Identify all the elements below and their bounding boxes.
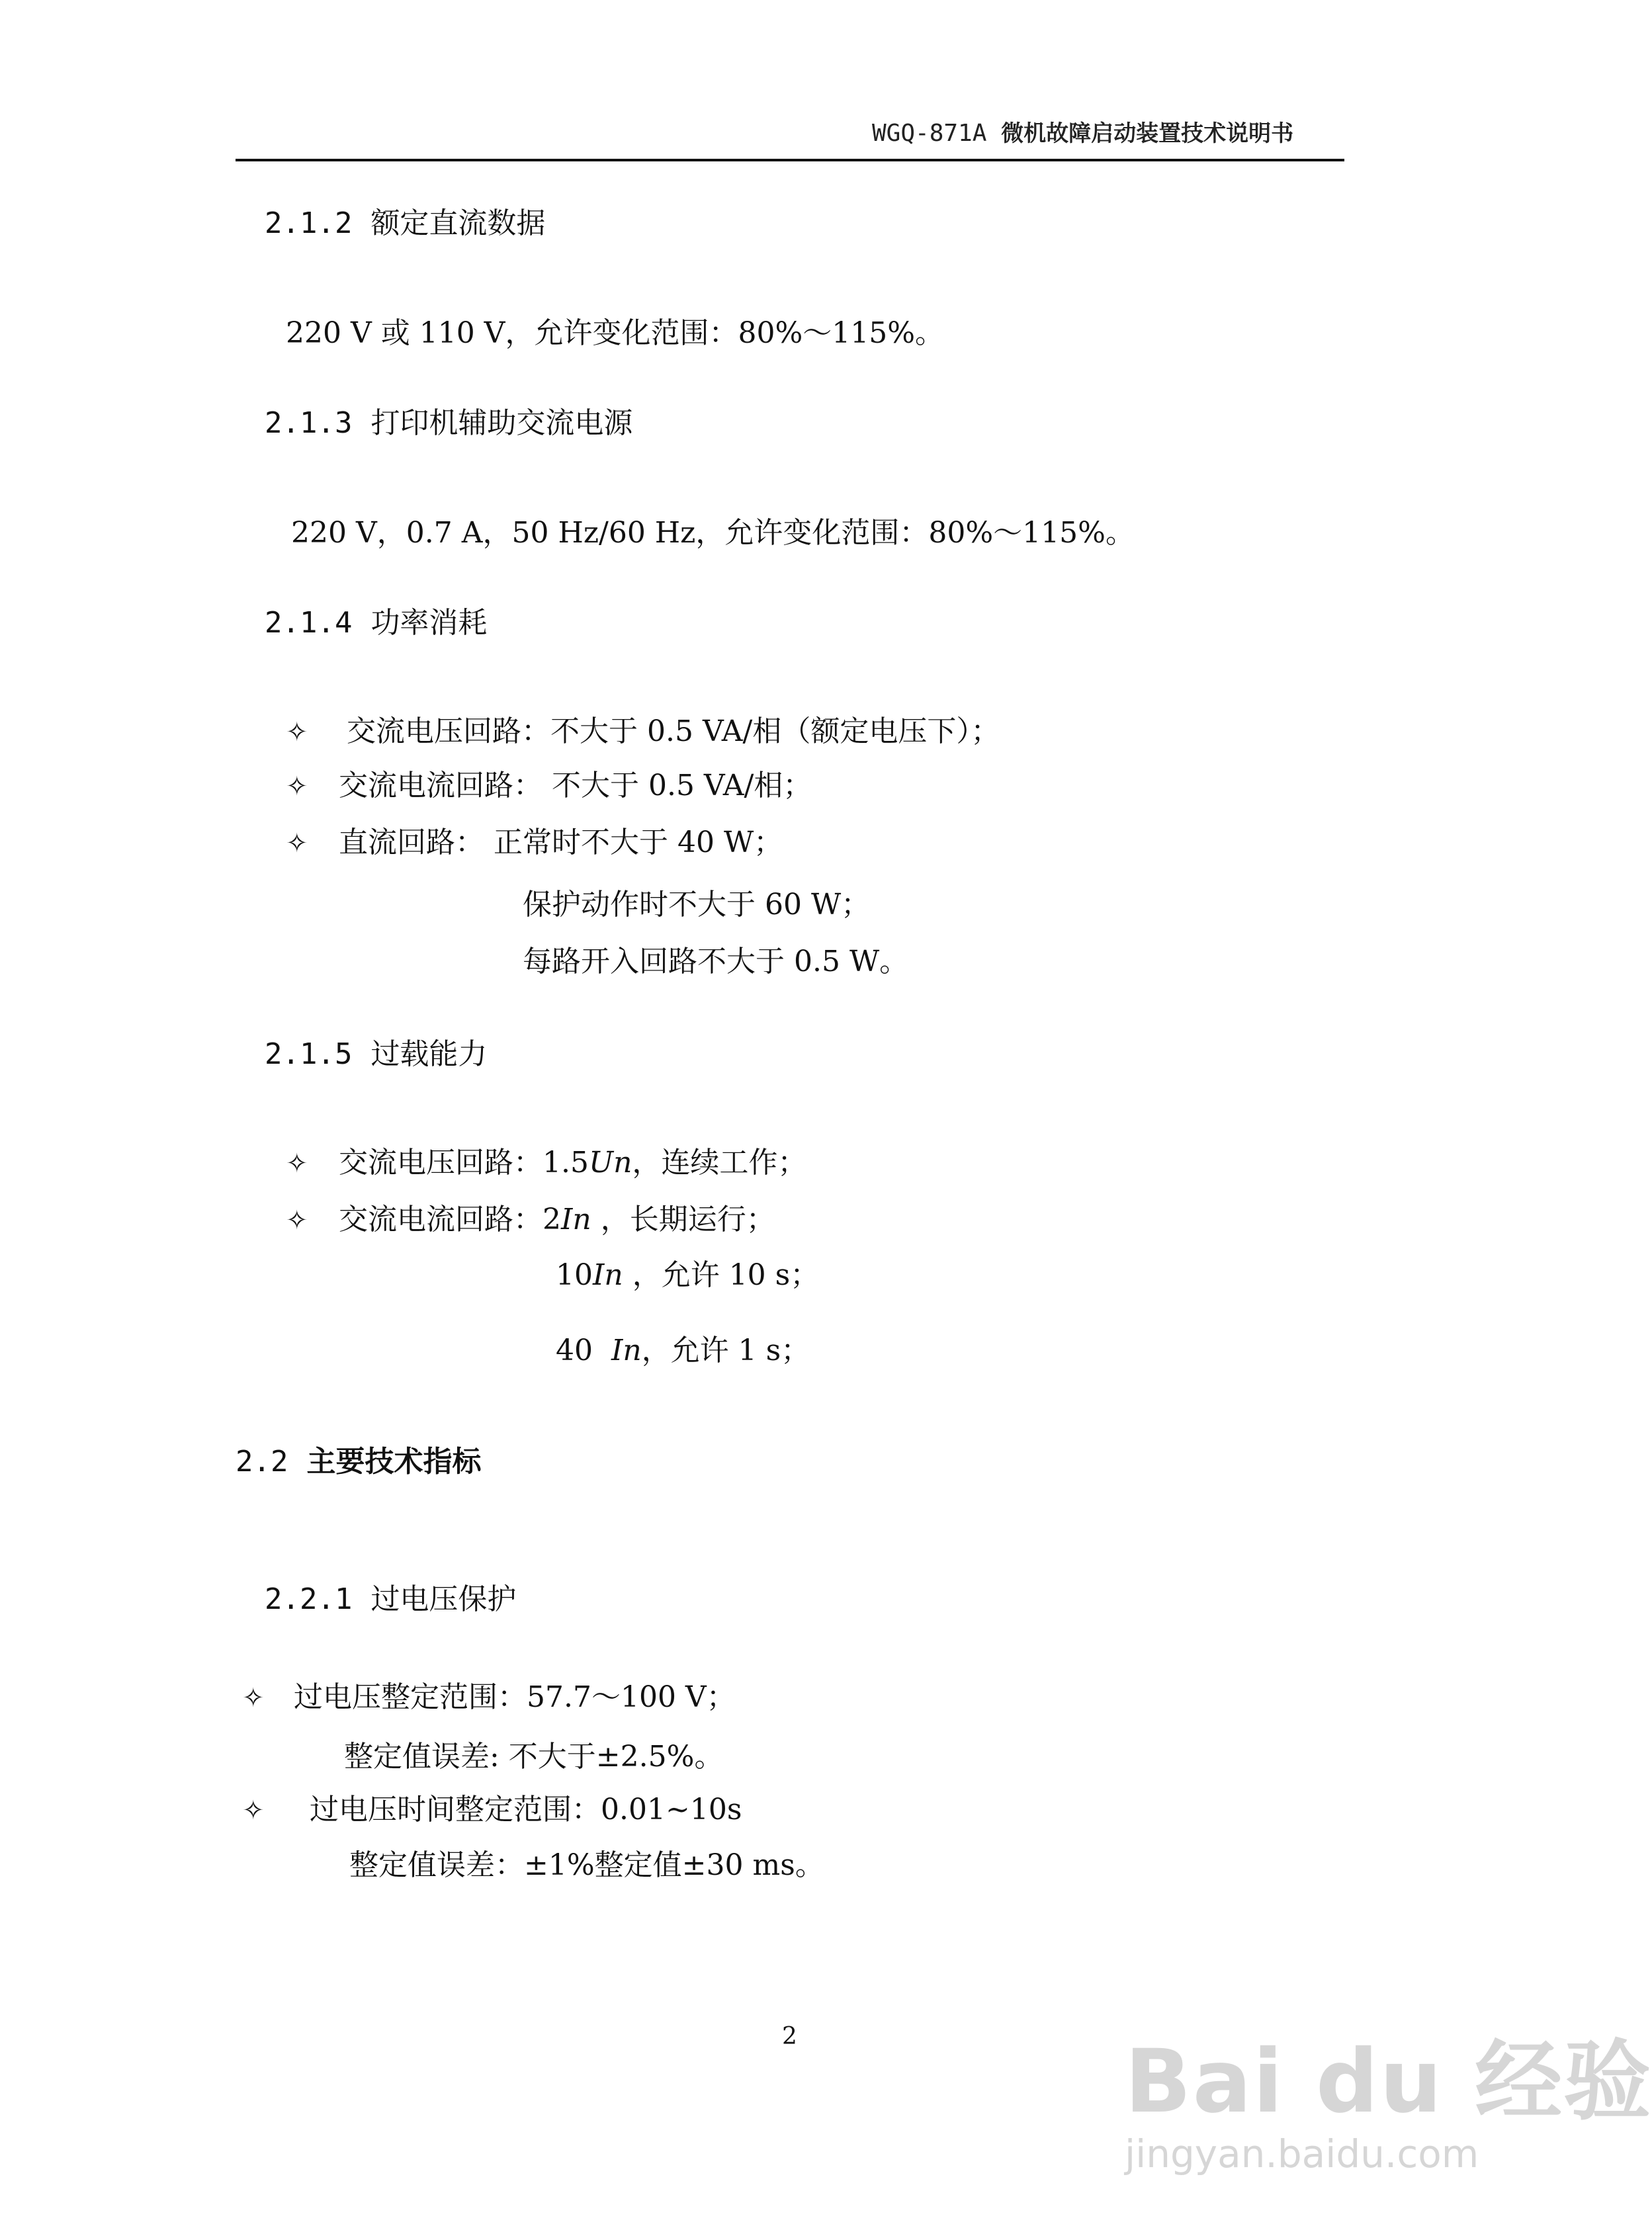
- bullet-icon: ✧: [242, 1795, 265, 1826]
- power-item-dc-cont: 保护动作时不大于 60 W；: [523, 888, 871, 921]
- header-model: WGQ-871A: [872, 120, 987, 147]
- text: 10: [556, 1258, 593, 1292]
- overload-ac-current: [339, 1205, 775, 1234]
- section-2-1-3-body: 220 V，0.7 A，50 Hz/60 Hz，允许变化范围：80%～115%。: [291, 516, 1135, 550]
- section-title: 功率消耗: [370, 606, 488, 640]
- symbol-in: In: [593, 1258, 623, 1292]
- bullet-icon: ✧: [286, 1205, 308, 1236]
- section-title: 额定直流数据: [370, 206, 546, 240]
- section-title: 主要技术指标: [306, 1445, 482, 1478]
- text: ，允许 1 s；: [641, 1334, 810, 1367]
- page-number: 2: [782, 2023, 797, 2050]
- text: ，连续工作；: [632, 1146, 807, 1179]
- section-2-2-heading: [236, 1447, 481, 1477]
- text: ，允许 10 s；: [623, 1258, 820, 1292]
- power-item-ac-current: 交流电流回路： 不大于 0.5 VA/相；: [339, 769, 812, 802]
- header-rule: [236, 159, 1344, 161]
- section-2-1-3-heading: [265, 406, 633, 440]
- bullet-icon: ✧: [286, 828, 308, 859]
- text: 交流电压回路：1.5: [339, 1146, 589, 1179]
- symbol-in: In: [611, 1334, 642, 1367]
- bullet-icon: ✧: [242, 1683, 265, 1713]
- watermark-url: jingyan.baidu.com: [1125, 2131, 1479, 2176]
- section-2-1-2-body: 220 V 或 110 V，允许变化范围：80%～115%。: [286, 316, 945, 350]
- section-2-1-2-heading: [265, 206, 546, 240]
- symbol-un: Un: [588, 1146, 632, 1179]
- header-title: 微机故障启动装置技术说明书: [1001, 120, 1294, 147]
- overvoltage-error: 整定值误差: 不大于±2.5%。: [344, 1740, 724, 1774]
- section-number: 2.1.3: [265, 406, 353, 440]
- section-2-2-1-heading: [265, 1582, 517, 1616]
- overvoltage-range: 过电压整定范围：57.7～100 V；: [294, 1680, 736, 1714]
- section-number: 2.1.4: [265, 606, 353, 640]
- section-number: 2.1.5: [265, 1037, 353, 1071]
- header: [872, 115, 1293, 148]
- section-number: 2.2.1: [265, 1582, 353, 1616]
- overvoltage-time-range: 过电压时间整定范围：0.01~10s: [310, 1793, 742, 1826]
- section-number: 2.2: [236, 1445, 288, 1478]
- bullet-icon: ✧: [286, 1148, 308, 1179]
- overload-ac-voltage: [339, 1148, 806, 1178]
- power-item-dc: 直流回路： 正常时不大于 40 W；: [339, 826, 783, 859]
- section-2-1-4-heading: [265, 606, 488, 640]
- section-title: 打印机辅助交流电源: [370, 406, 633, 440]
- text: ，长期运行；: [591, 1203, 775, 1236]
- bullet-icon: ✧: [286, 771, 308, 802]
- overload-ac-current-cont: [556, 1258, 820, 1292]
- power-item-ac-voltage: 交流电压回路：不大于 0.5 VA/相（额定电压下）；: [347, 714, 1000, 748]
- section-2-1-5-heading: [265, 1037, 488, 1071]
- watermark-logo: Bai du 经验: [1125, 2031, 1652, 2133]
- overvoltage-time-error: 整定值误差：±1%整定值±30 ms。: [349, 1848, 824, 1882]
- text: 交流电流回路：2: [339, 1203, 561, 1236]
- text: 40: [556, 1334, 611, 1367]
- symbol-in: In: [561, 1203, 591, 1236]
- section-number: 2.1.2: [265, 206, 353, 240]
- bullet-icon: ✧: [286, 717, 308, 748]
- section-title: 过电压保护: [370, 1582, 517, 1616]
- section-title: 过载能力: [370, 1037, 488, 1071]
- overload-ac-current-cont: [556, 1336, 810, 1365]
- power-item-dc-cont: 每路开入回路不大于 0.5 W。: [523, 945, 909, 978]
